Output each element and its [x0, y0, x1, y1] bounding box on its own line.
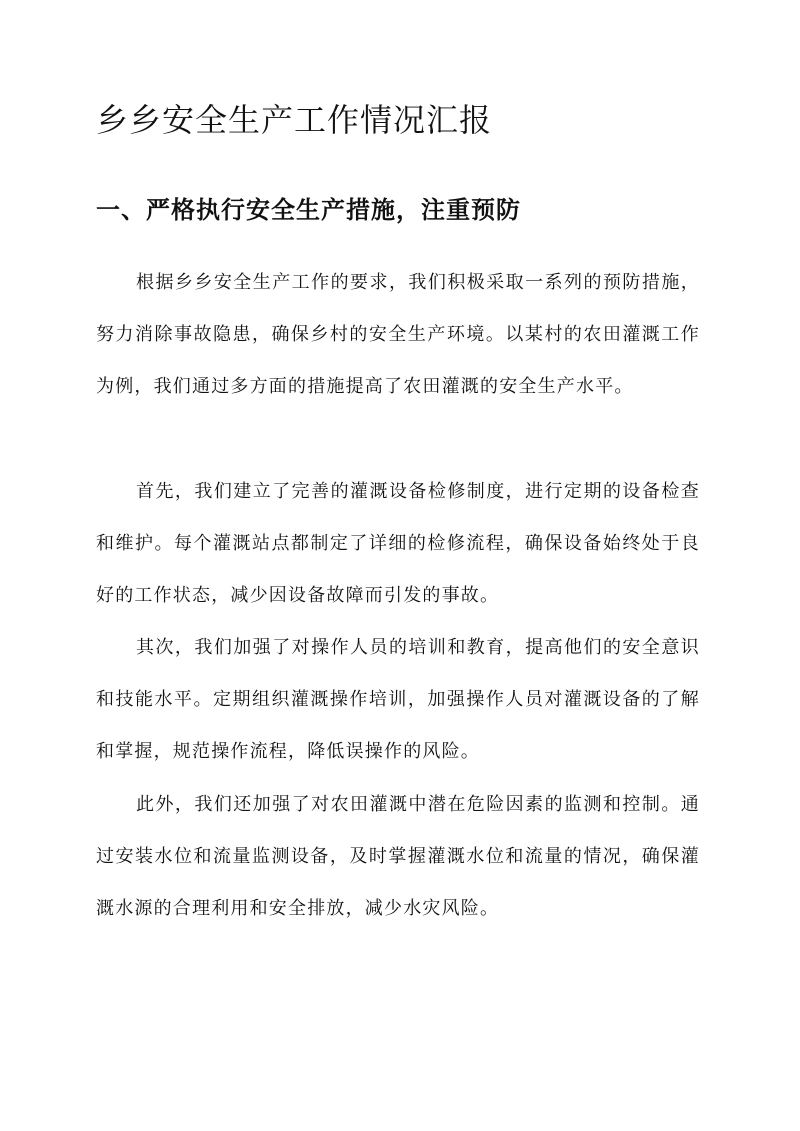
paragraph-4: 此外，我们还加强了对农田灌溉中潜在危险因素的监测和控制。通过安装水位和流量监测设备，及时掌握灌溉水位和流量的情况，确保灌溉水源的合理利用和安全排放，减少水灾风险。 — [96, 794, 700, 919]
paragraph-3: 其次，我们加强了对操作人员的培训和教育，提高他们的安全意识和技能水平。定期组织灌溉操作培训，加强操作人员对灌溉设备的了解和掌握，规范操作流程，降低误操作的风险。 — [96, 637, 700, 762]
section-heading: 一、严格执行安全生产措施，注重预防 — [96, 195, 521, 224]
paragraph-2: 首先，我们建立了完善的灌溉设备检修制度，进行定期的设备检查和维护。每个灌溉站点都制定了详细的检修流程，确保设备始终处于良好的工作状态，减少因设备故障而引发的事故。 — [96, 481, 700, 606]
paragraph-1: 根据乡乡安全生产工作的要求，我们积极采取一系列的预防措施，努力消除事故隐患，确保乡村的安全生产环境。以某村的农田灌溉工作为例，我们通过多方面的措施提高了农田灌溉的安全生产水平。 — [96, 272, 700, 397]
document-title: 乡乡安全生产工作情况汇报 — [96, 101, 493, 139]
